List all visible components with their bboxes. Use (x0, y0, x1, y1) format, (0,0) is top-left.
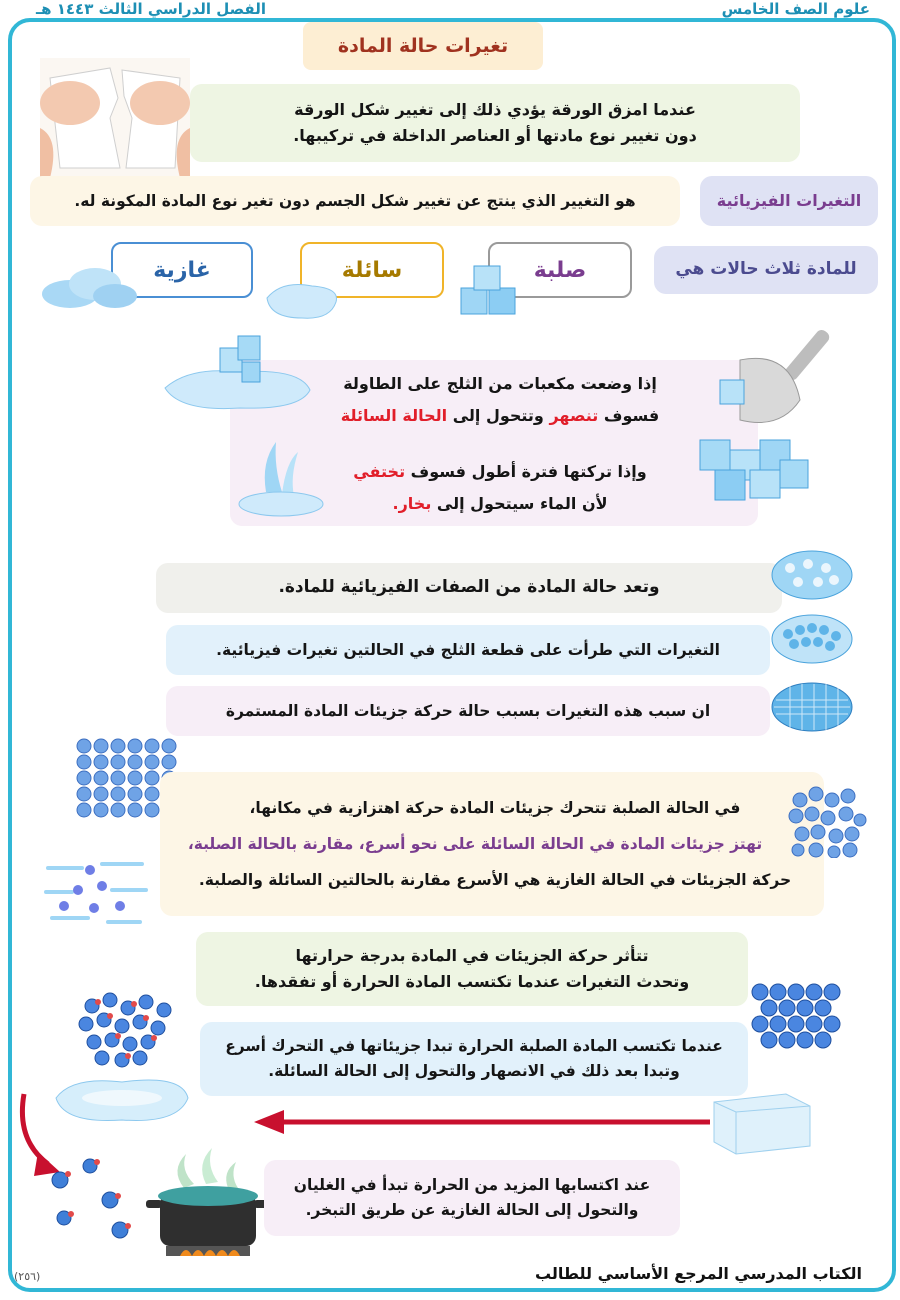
states-intro: للمادة ثلاث حالات هي (654, 246, 878, 294)
temperature-line-1: تتأثر حركة الجزيئات في المادة بدرجة حرارتها (295, 946, 649, 966)
fact-ice-changes: التغيرات التي طرأت على قطعة الثلج في الحالتين تغيرات فيزيائية. (166, 625, 770, 675)
melting-line-2: وتبدا بعد ذلك في الانصهار والتحول إلى الحالة السائلة. (268, 1062, 680, 1080)
arrow-left (250, 1110, 710, 1134)
temperature-line-2: وتحدث التغيرات عندما تكتسب المادة الحرارة أو تفقدها. (254, 972, 690, 991)
paper-line-2: دون تغيير نوع مادتها أو العناصر الداخلة في تركيبها. (293, 126, 697, 145)
fact-molecule-motion: ان سبب هذه التغيرات بسبب حالة حركة جزيئات المادة المستمرة (166, 686, 770, 736)
melting-ice-image (160, 328, 320, 418)
ice-line-2c: وتتحول إلى (452, 406, 544, 425)
ice-steam-word: بخار. (392, 494, 432, 513)
paper-explanation (190, 84, 800, 162)
ice-vanish-word: تختفي (353, 462, 406, 481)
state-solid: صلبة (488, 242, 632, 298)
paper-line-1: عندما امزق الورقة يؤدي ذلك إلى تغيير شكل الورقة (294, 100, 696, 120)
physical-definition: هو التغيير الذي ينتج عن تغيير شكل الجسم دون تغير نوع المادة المكونة له. (30, 176, 680, 226)
footer-page-number: (٢٥٦) (14, 1270, 41, 1283)
liquid-molecules-image (788, 786, 868, 858)
ice-line-1: إذا وضعت مكعبات من الثلج على الطاولة (343, 374, 657, 393)
liquid-particles-disc (770, 612, 854, 666)
cloud-image (40, 262, 140, 312)
ice-block-image (706, 1086, 816, 1156)
boiling-pot-image (140, 1140, 270, 1270)
physical-term: التغيرات الفيزيائية (700, 176, 878, 226)
ice-line-4a: لأن الماء سيتحول إلى (436, 494, 608, 513)
melting-box (200, 1022, 748, 1096)
ice-melt-word: تنصهر (549, 406, 599, 425)
evaporating-puddle-image (236, 432, 326, 522)
temperature-box (196, 932, 748, 1006)
gas-molecules-image (42, 856, 150, 932)
boiling-box (264, 1160, 680, 1236)
motion-liquid: تهتز جزيئات المادة في الحالة السائلة على نحو أسرع، مقارنة بالحالة الصلبة، (187, 835, 763, 853)
gas-particles-disc (770, 548, 854, 602)
torn-paper-image (40, 58, 190, 178)
ice-text (320, 368, 680, 520)
header-subject: علوم الصف الخامس (721, 0, 870, 18)
page-title: تغيرات حالة المادة (303, 22, 543, 70)
water-puddle-image (262, 278, 342, 324)
ice-liquid-word: الحالة السائلة (340, 406, 448, 425)
motion-solid: في الحالة الصلبة تتحرك جزيئات المادة حركة اهتزازية في مكانها، (249, 799, 741, 817)
melting-line-1: عندما تكتسب المادة الصلبة الحرارة تبدا جزيئاتها في التحرك أسرع (225, 1037, 723, 1056)
motion-text (170, 790, 792, 898)
ice-scoop-image (680, 320, 860, 520)
boiling-line-2: والتحول إلى الحالة الغازية عن طريق التبخر. (305, 1201, 639, 1219)
footer-book-title: الكتاب المدرسي المرجع الأساسي للطالب (534, 1264, 862, 1283)
water-puddle-large-image (52, 1068, 192, 1128)
solid-particles-disc (770, 680, 854, 734)
boiling-line-1: عند اكتسابها المزيد من الحرارة تبدأ في الغليان (293, 1176, 651, 1195)
vapor-molecules-image (40, 1156, 140, 1246)
state-gas: غازية (111, 242, 253, 298)
state-liquid: سائلة (300, 242, 444, 298)
fact-physical-property: وتعد حالة المادة من الصفات الفيزيائية للمادة. (156, 563, 782, 613)
header-term: الفصل الدراسي الثالث ١٤٤٣ هـ (36, 0, 266, 18)
water-molecules-image (72, 990, 182, 1070)
ice-line-3a: وإذا تركتها فترة أطول فسوف (410, 462, 647, 481)
ice-line-2a: فسوف (603, 406, 660, 425)
motion-gas: حركة الجزيئات في الحالة الغازية هي الأسرع مقارنة بالحالتين السائلة والصلبة. (198, 871, 792, 889)
solid-molecules-image (750, 980, 842, 1052)
ice-cubes-image (456, 262, 526, 324)
